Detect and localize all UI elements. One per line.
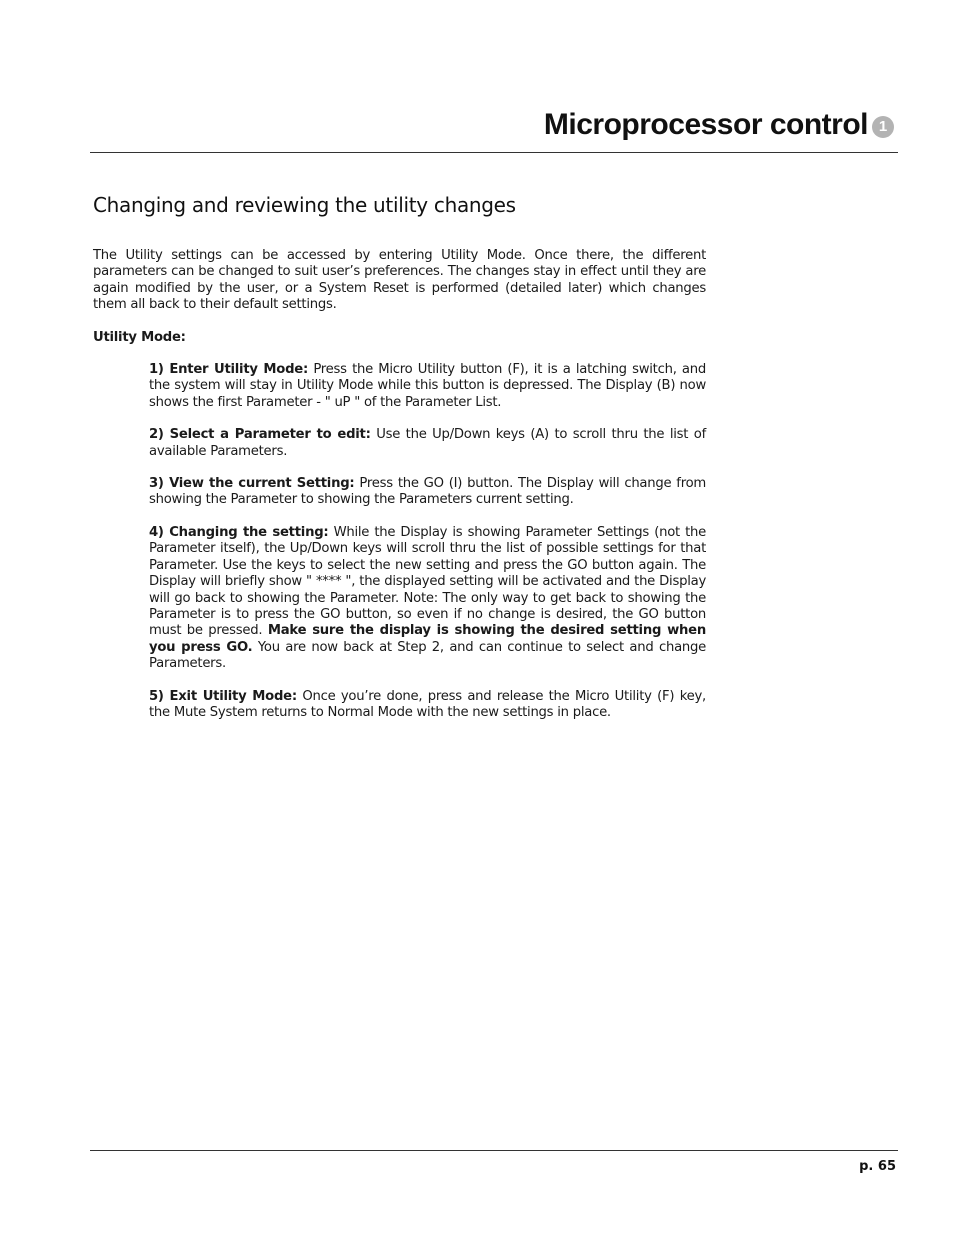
step-label: 4) Changing the setting: — [149, 524, 329, 540]
section-heading: Changing and reviewing the utility changes — [93, 193, 516, 217]
step-text: Press the Micro Utility button (F), it is a latching switch, and the system will stay in Utility Mode while this button is depressed. The Display (B) now shows the first Parameter - " uP " of the Parameter List. — [149, 362, 706, 410]
step-text-after: You are now back at Step 2, and can continue to select and change Parameters. — [149, 639, 706, 672]
step-text: Press the GO (I) button. The Display will change from showing the Parameter to showing the Parameters current setting. — [149, 476, 706, 508]
step-label: 5) Exit Utility Mode: — [149, 688, 297, 704]
utility-mode-subheading: Utility Mode: — [93, 329, 186, 345]
step-label: 1) Enter Utility Mode: — [149, 362, 309, 378]
step-emphasis: Make sure the display is showing the desired setting when you press GO. — [149, 623, 706, 655]
page-number: p. 65 — [859, 1159, 896, 1174]
step-change-setting — [149, 525, 706, 673]
step-view-setting — [149, 476, 706, 509]
footer-divider — [90, 1150, 898, 1151]
step-enter-utility-mode — [149, 362, 706, 411]
step-label: 2) Select a Parameter to edit: — [149, 427, 371, 443]
step-text: Use the Up/Down keys (A) to scroll thru the list of available Parameters. — [149, 427, 706, 459]
step-text: While the Display is showing Parameter Settings (not the Parameter itself), the Up/Down keys will scroll thru the list of possible settings for that Parameter. Use the keys to select the new setting and press the GO button again. The Display will briefly show " **** ", the displayed setting will be activated and the Display will go back to showing the Parameter. Note: The only way to get back to showing the Parameter is to press the GO button, so even if no change is desired, the GO button must be pressed. — [149, 524, 706, 639]
section-body — [93, 248, 706, 737]
header-divider — [90, 152, 898, 153]
step-select-parameter — [149, 427, 706, 460]
chapter-number-badge: 1 — [872, 116, 894, 138]
step-exit-utility-mode — [149, 689, 706, 722]
page-title: Microprocessor control — [543, 108, 868, 141]
step-label: 3) View the current Setting: — [149, 476, 355, 492]
intro-paragraph: The Utility settings can be accessed by entering Utility Mode. Once there, the different parameters can be changed to suit user’s preferences. The changes stay in effect until they are again modified by the user, or a System Reset is performed (detailed later) which changes them all back to their default settings. — [93, 248, 706, 313]
step-text: Once you’re done, press and release the Micro Utility (F) key, the Mute System returns to Normal Mode with the new settings in place. — [149, 688, 706, 720]
